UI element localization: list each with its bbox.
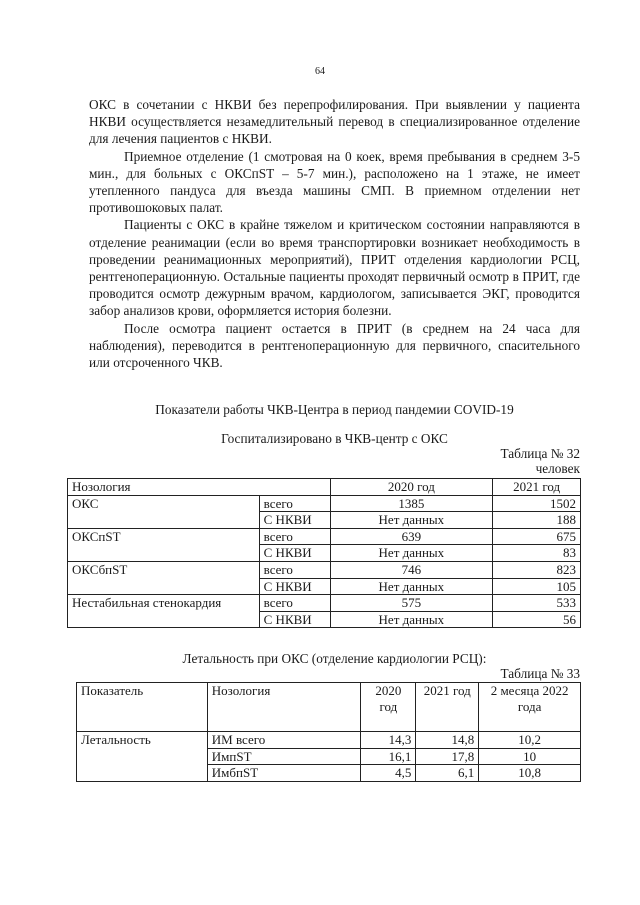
nosology-cell: ОКСпST	[68, 528, 260, 561]
table-row	[68, 595, 581, 612]
paragraph: Приемное отделение (1 смотровая на 0 коек, время пребывания в среднем 3-5 мин., для больных с ОКСпST – 5-7 мин.), расположено на 1 этаже, не имеет утепленного пандуса для въезда машины СМП. В приемном отделении нет противошоковых палат.	[89, 148, 580, 216]
value-2022: 10	[479, 748, 581, 765]
indicator-cell: Летальность	[77, 732, 208, 782]
header-2020: 2020 год	[361, 683, 416, 732]
value-2020: Нет данных	[330, 578, 493, 595]
table32-number: Таблица № 32	[500, 446, 580, 461]
paragraph: Пациенты с ОКС в крайне тяжелом и критическом состоянии направляются в отделение реанимации (если во время транспортировки возникает необходимость в проведении реанимационных мероприятий), ПРИТ отделения кардиологии РСЦ, рентгеноперационную. Остальные пациенты проходят первичный осмотр в ПРИТ, где проводится осмотр дежурным врачом, кардиологом, записывается ЭКГ, проводится забор анализов крови, оформляется история болезни.	[89, 217, 580, 319]
sub-cell: всего	[259, 495, 330, 512]
nosology-cell: ИМ всего	[207, 732, 361, 749]
value-2021: 823	[493, 561, 581, 578]
value-2021: 14,8	[416, 732, 479, 749]
value-2021: 6,1	[416, 765, 479, 782]
table-row	[68, 528, 581, 545]
table33-caption: Летальность при ОКС (отделение кардиологии РСЦ):	[182, 651, 487, 666]
table-row	[77, 732, 581, 749]
value-2021: 533	[493, 595, 581, 612]
value-2020: 16,1	[361, 748, 416, 765]
header-nosology: Нозология	[68, 479, 331, 496]
sub-cell: С НКВИ	[259, 578, 330, 595]
paragraph: После осмотра пациент остается в ПРИТ (в среднем на 24 часа для наблюдения), переводится в рентгеноперационную для первичного, спасительного или отсроченного ЧКВ.	[89, 320, 580, 371]
table-row	[68, 495, 581, 512]
header-2022: 2 месяца 2022 года	[479, 683, 581, 732]
header-2021: 2021 год	[493, 479, 581, 496]
table33-number: Таблица № 33	[500, 666, 580, 681]
table-header-row	[68, 479, 581, 496]
header-2020: 2020 год	[330, 479, 493, 496]
paragraph: ОКС в сочетании с НКВИ без перепрофилирования. При выявлении у пациента НКВИ осуществляется незамедлительный перевод в специализированное отделение для лечения пациентов с НКВИ.	[89, 97, 580, 147]
value-2021: 83	[493, 545, 581, 562]
table32-caption: Госпитализировано в ЧКВ-центр с ОКС	[221, 431, 448, 446]
value-2020: 14,3	[361, 732, 416, 749]
page-number: 64	[315, 66, 325, 77]
nosology-cell: ИмбпST	[207, 765, 361, 782]
table-32	[67, 478, 581, 628]
nosology-cell: ОКС	[68, 495, 260, 528]
value-2021: 17,8	[416, 748, 479, 765]
table-header-row	[77, 683, 581, 732]
sub-cell: всего	[259, 595, 330, 612]
sub-cell: всего	[259, 561, 330, 578]
value-2020: 1385	[330, 495, 493, 512]
value-2020: 575	[330, 595, 493, 612]
table32-unit: человек	[535, 461, 580, 476]
nosology-cell: ОКСбпST	[68, 561, 260, 594]
section-title: Показатели работы ЧКВ-Центра в период пандемии COVID-19	[155, 402, 514, 417]
value-2021: 188	[493, 512, 581, 529]
value-2021: 1502	[493, 495, 581, 512]
body-text	[89, 96, 580, 371]
value-2021: 105	[493, 578, 581, 595]
sub-cell: С НКВИ	[259, 611, 330, 628]
value-2020: 746	[330, 561, 493, 578]
header-nosology: Нозология	[207, 683, 361, 732]
sub-cell: С НКВИ	[259, 512, 330, 529]
value-2020: 639	[330, 528, 493, 545]
value-2022: 10,2	[479, 732, 581, 749]
value-2020: 4,5	[361, 765, 416, 782]
header-indicator: Показатель	[77, 683, 208, 732]
value-2020: Нет данных	[330, 611, 493, 628]
nosology-cell: Нестабильная стенокардия	[68, 595, 260, 628]
table-33	[76, 682, 581, 782]
value-2021: 56	[493, 611, 581, 628]
table-row	[68, 561, 581, 578]
header-2021: 2021 год	[416, 683, 479, 732]
value-2022: 10,8	[479, 765, 581, 782]
sub-cell: С НКВИ	[259, 545, 330, 562]
value-2020: Нет данных	[330, 512, 493, 529]
sub-cell: всего	[259, 528, 330, 545]
value-2020: Нет данных	[330, 545, 493, 562]
value-2021: 675	[493, 528, 581, 545]
nosology-cell: ИмпST	[207, 748, 361, 765]
